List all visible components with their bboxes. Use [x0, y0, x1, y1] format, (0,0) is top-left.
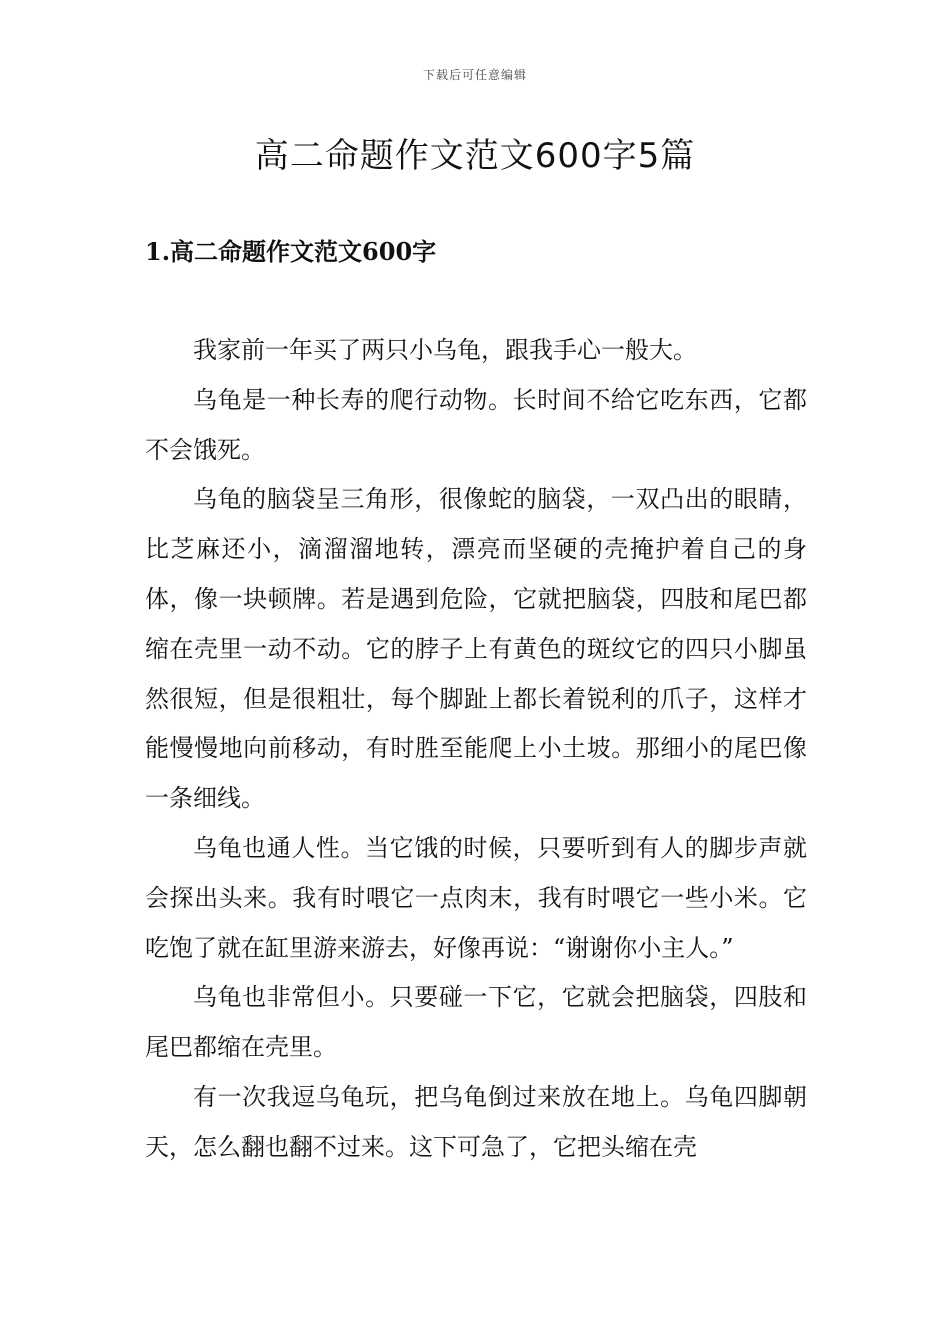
- paragraph: 我家前一年买了两只小乌龟，跟我手心一般大。: [193, 336, 697, 364]
- document-title: 高二命题作文范文600字5篇: [254, 136, 696, 176]
- paragraph: 乌龟也非常但小。只要碰一下它，它就会把脑袋，四肢和尾巴都缩在壳里。: [145, 983, 807, 1062]
- paragraph: 乌龟的脑袋呈三角形，很像蛇的脑袋，一双凸出的眼睛，比芝麻还小，滴溜溜地转，漂亮而坚硬的壳掩护着自己的身体，像一块顿牌。若是遇到危险，它就把脑袋，四肢和尾巴都缩在壳里一动不动。它的脖子上有黄色的斑纹它的四只小脚虽然很短，但是很粗壮，每个脚趾上都长着锐利的爪子，这样才能慢慢地向前移动，有时胜至能爬上小土坡。那细小的尾巴像一条细线。: [145, 485, 807, 813]
- header-note: 下载后可任意编辑: [422, 68, 527, 82]
- paragraph: 有一次我逗乌龟玩，把乌龟倒过来放在地上。乌龟四脚朝天，怎么翻也翻不过来。这下可急了，它把头缩在壳: [145, 1082, 807, 1161]
- essay-body: [145, 326, 807, 1173]
- section-heading: 1.高二命题作文范文600字: [145, 237, 437, 266]
- paragraph: 乌龟也通人性。当它饿的时候，只要听到有人的脚步声就会探出头来。我有时喂它一点肉末，我有时喂它一些小米。它吃饱了就在缸里游来游去，好像再说：“谢谢你小主人。”: [145, 833, 807, 962]
- paragraph: 乌龟是一种长寿的爬行动物。长时间不给它吃东西，它都不会饿死。: [145, 385, 807, 464]
